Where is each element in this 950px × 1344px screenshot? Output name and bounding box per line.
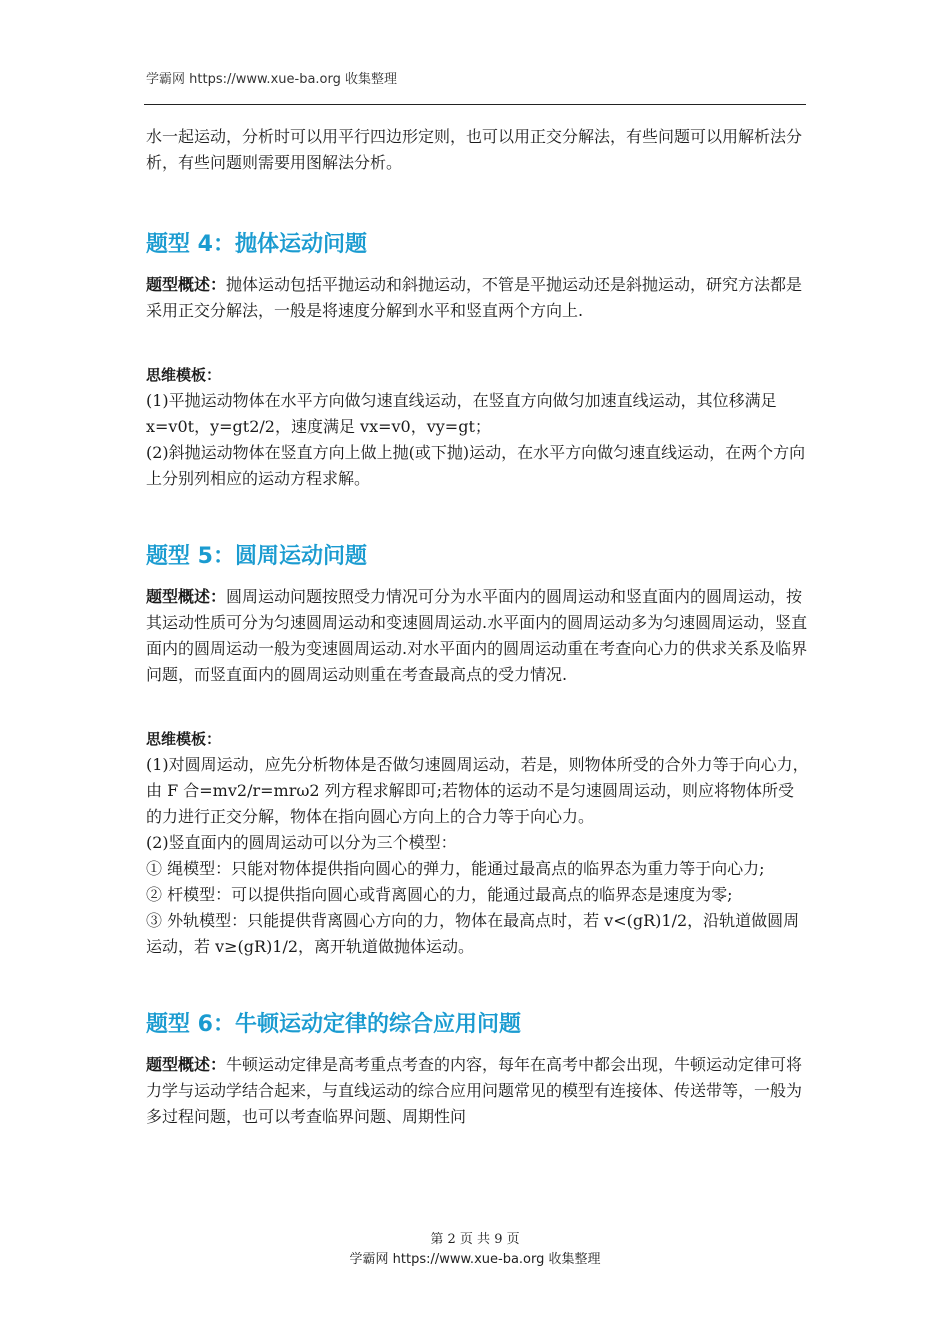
section-5-item-4: ② 杆模型：可以提供指向圆心或背离圆心的力，能通过最高点的临界态是速度为零; [146, 885, 733, 904]
page-footer: 学霸网 https://www.xue-ba.org 收集整理 [349, 1252, 601, 1267]
section-5-template-label: 思维模板： [146, 730, 222, 748]
section-4-item-2: (2)斜抛运动物体在竖直方向上做上抛(或下抛)运动，在水平方向做匀速直线运动，在两个方向上分别列相应的运动方程求解。 [146, 443, 806, 488]
section-5-item-1: (1)对圆周运动，应先分析物体是否做匀速圆周运动，若是，则物体所受的合外力等于向心力，由 F 合=mv2/r=mrω2 列方程求解即可;若物体的运动不是匀速圆周运动，则应将物体所受的力进行正交分解，物体在指向圆心方向上的合力等于向心力。 [146, 755, 809, 826]
header-divider [144, 104, 806, 105]
section-5-title: 题型 5：圆周运动问题 [146, 544, 367, 569]
overview-text: 抛体运动包括平抛运动和斜抛运动，不管是平抛运动还是斜抛运动，研究方法都是采用正交分解法，一般是将速度分解到水平和竖直两个方向上. [146, 275, 803, 320]
overview-label: 题型概述： [146, 275, 227, 294]
section-4-template-label: 思维模板： [146, 366, 222, 384]
overview-text: 圆周运动问题按照受力情况可分为水平面内的圆周运动和竖直面内的圆周运动，按其运动性质可分为匀速圆周运动和变速圆周运动.水平面内的圆周运动多为匀速圆周运动，竖直面内的圆周运动一般为变速圆周运动.对水平面内的圆周运动重在考查向心力的供求关系及临界问题，而竖直面内的圆周运动则重在考查最高点的受力情况. [146, 587, 808, 684]
page-header: 学霸网 https://www.xue-ba.org 收集整理 [146, 72, 397, 87]
section-6-title: 题型 6：牛顿运动定律的综合应用问题 [146, 1012, 521, 1037]
overview-label: 题型概述： [146, 1055, 227, 1074]
section-4-title: 题型 4：抛体运动问题 [146, 232, 367, 257]
section-5-item-2: (2)竖直面内的圆周运动可以分为三个模型： [146, 833, 457, 852]
page-content [146, 124, 810, 1130]
section-5-overview [146, 584, 810, 688]
page-number: 第 2 页 共 9 页 [430, 1232, 520, 1247]
intro-paragraph: 水一起运动，分析时可以用平行四边形定则，也可以用正交分解法，有些问题可以用解析法分析，有些问题则需要用图解法分析。 [146, 127, 803, 172]
section-6-overview [146, 1052, 810, 1130]
overview-label: 题型概述： [146, 587, 227, 606]
section-4-overview [146, 272, 810, 324]
section-5-item-3: ① 绳模型：只能对物体提供指向圆心的弹力，能通过最高点的临界态为重力等于向心力; [146, 859, 765, 878]
section-5-item-5: ③ 外轨模型：只能提供背离圆心方向的力，物体在最高点时，若 v<(gR)1/2，沿轨道做圆周运动，若 v≥(gR)1/2，离开轨道做抛体运动。 [146, 911, 800, 956]
section-4-item-1: (1)平抛运动物体在水平方向做匀速直线运动，在竖直方向做匀加速直线运动，其位移满足 x=v0t，y=gt2/2，速度满足 vx=v0，vy=gt； [146, 391, 777, 436]
overview-text: 牛顿运动定律是高考重点考查的内容，每年在高考中都会出现，牛顿运动定律可将力学与运动学结合起来，与直线运动的综合应用问题常见的模型有连接体、传送带等，一般为多过程问题，也可以考查临界问题、周期性问 [146, 1055, 803, 1126]
